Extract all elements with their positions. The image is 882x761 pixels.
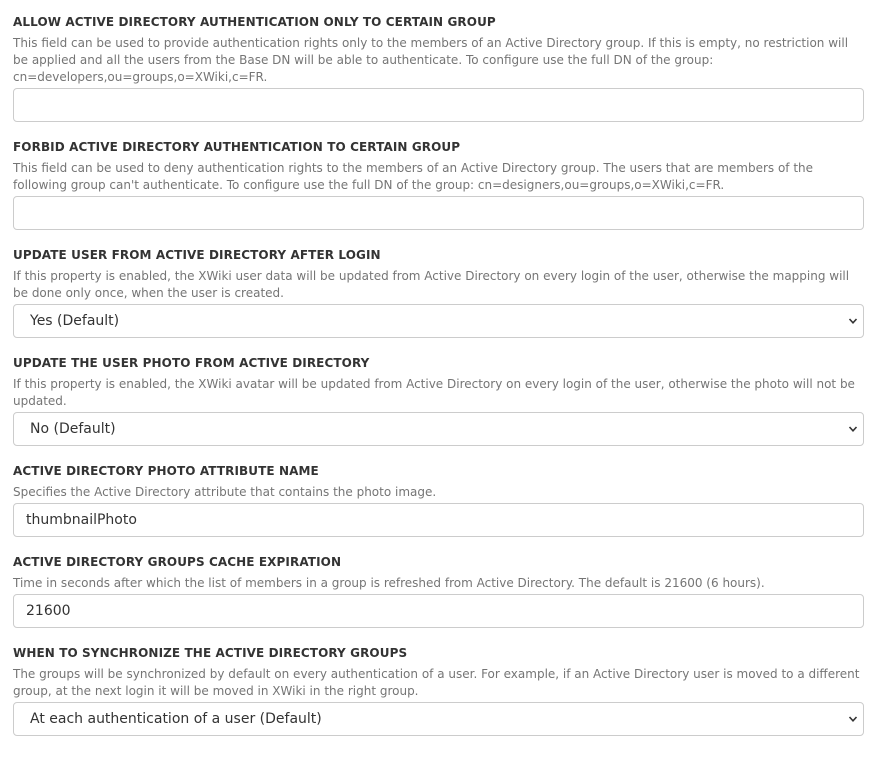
update-photo-select[interactable] [13,412,864,446]
field-label: FORBID ACTIVE DIRECTORY AUTHENTICATION TO CERTAIN GROUP [13,140,461,154]
field-hint: Time in seconds after which the list of members in a group is refreshed from Active Directory. The default is 21600 (6 hours). [13,576,765,590]
field-hint: This field can be used to provide authentication rights only to the members of an Active Directory group. If this is empty, no restriction will be applied and all the users from the Base DN will be able to authenticate. To configure use the full DN of the group: cn=developers,ou=groups,o=XWiki,c=FR. [13,36,849,84]
field-hint: If this property is enabled, the XWiki user data will be updated from Active Directory on every login of the user, otherwise the mapping will be done only once, when the user is created. [13,269,850,300]
field-label: UPDATE USER FROM ACTIVE DIRECTORY AFTER LOGIN [13,248,381,262]
field-cache-expiration [13,555,864,628]
cache-expiration-input[interactable]: 21600 [13,594,864,628]
chevron-down-icon [848,714,858,724]
field-allow-group [13,15,864,122]
field-sync-groups [13,646,864,736]
select-value: No (Default) [30,421,116,437]
chevron-down-icon [848,316,858,326]
chevron-down-icon [848,424,858,434]
field-update-user [13,248,864,338]
field-hint: The groups will be synchronized by default on every authentication of a user. For example, if an Active Directory user is moved to a different group, at the next login it will be moved in XWiki in the right group. [13,667,860,698]
field-forbid-group [13,140,864,230]
field-photo-attribute [13,464,864,537]
sync-groups-select[interactable] [13,702,864,736]
field-label: ACTIVE DIRECTORY PHOTO ATTRIBUTE NAME [13,464,319,478]
update-user-select[interactable] [13,304,864,338]
field-label: ACTIVE DIRECTORY GROUPS CACHE EXPIRATION [13,555,342,569]
field-hint: This field can be used to deny authentication rights to the members of an Active Directory group. The users that are members of the following group can't authenticate. To configure use the full DN of the group: cn=designers,ou=groups,o=XWiki,c=FR. [13,161,814,192]
field-hint: Specifies the Active Directory attribute that contains the photo image. [13,485,437,499]
field-update-photo [13,356,864,446]
field-label: ALLOW ACTIVE DIRECTORY AUTHENTICATION ONLY TO CERTAIN GROUP [13,15,496,29]
allow-group-input[interactable] [13,88,864,122]
field-label: WHEN TO SYNCHRONIZE THE ACTIVE DIRECTORY GROUPS [13,646,408,660]
select-value: At each authentication of a user (Default) [30,711,322,727]
select-value: Yes (Default) [30,313,120,329]
photo-attribute-input[interactable]: thumbnailPhoto [13,503,864,537]
field-label: UPDATE THE USER PHOTO FROM ACTIVE DIRECTORY [13,356,370,370]
field-hint: If this property is enabled, the XWiki avatar will be updated from Active Directory on every login of the user, otherwise the photo will not be updated. [13,377,855,408]
forbid-group-input[interactable] [13,196,864,230]
